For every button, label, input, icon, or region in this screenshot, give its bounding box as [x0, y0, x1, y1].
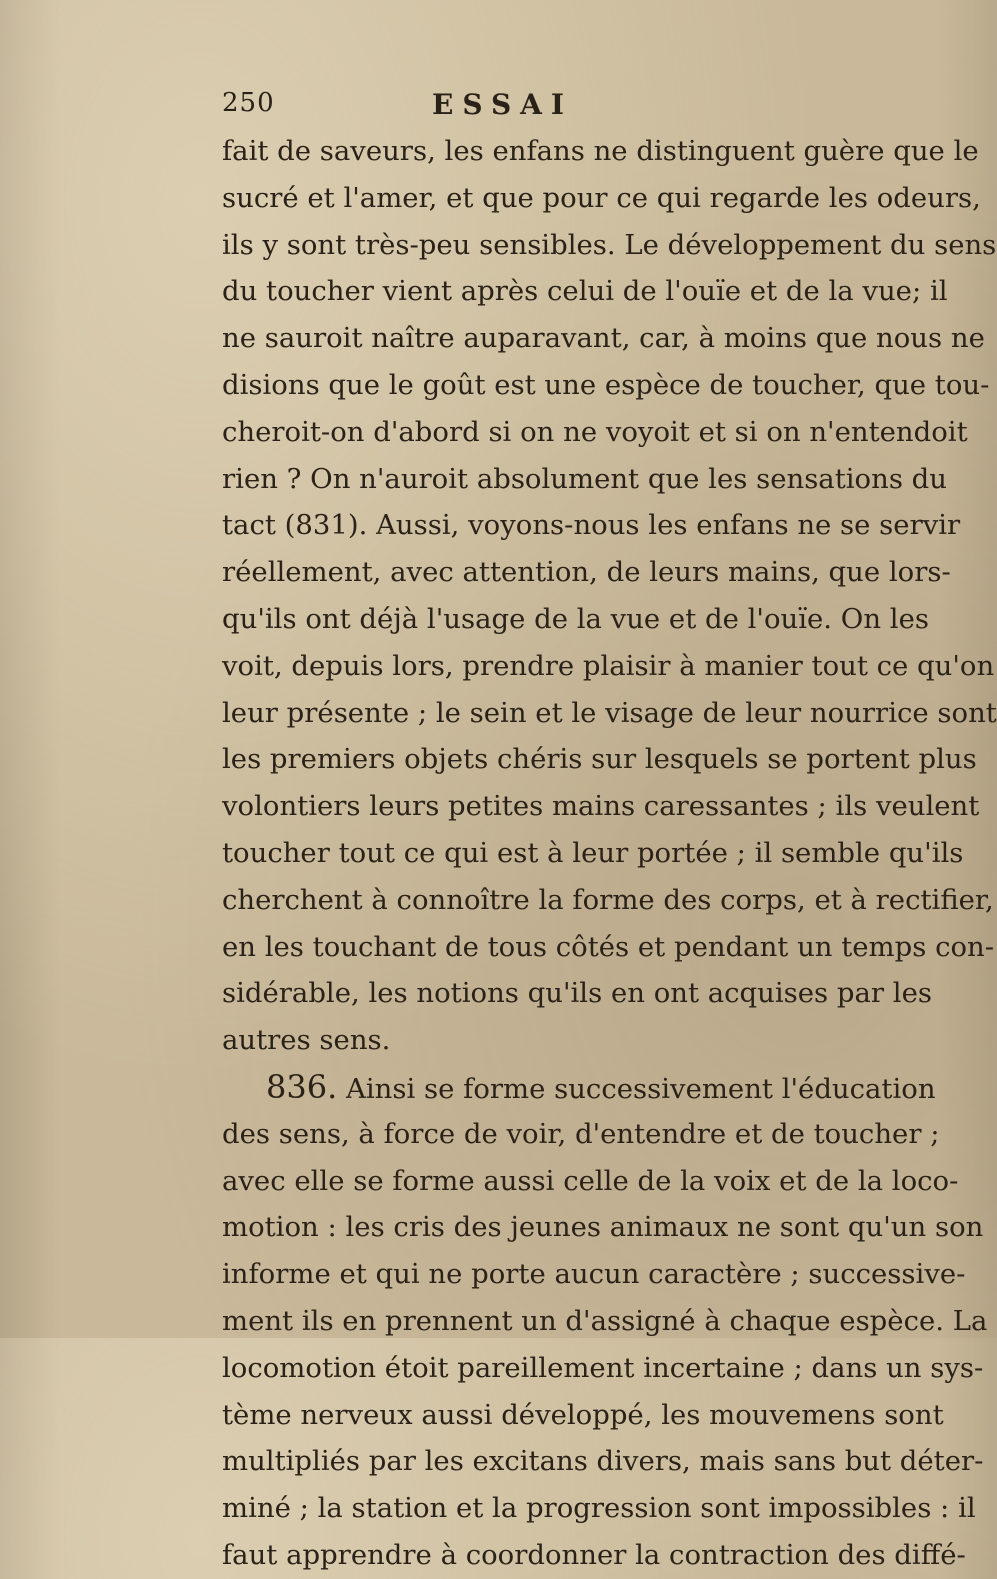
text-line: disions que le goût est une espèce de toucher, que tou-	[222, 368, 990, 401]
text-line: miné ; la station et la progression sont impossibles : il	[222, 1492, 976, 1525]
running-title: ESSAI	[432, 88, 573, 121]
text-line: motion : les cris des jeunes animaux ne sont qu'un son	[222, 1211, 984, 1244]
text-line: locomotion étoit pareillement incertaine ; dans un sys-	[222, 1351, 984, 1384]
paragraph-number: 836.	[266, 1067, 338, 1106]
page-number: 250	[222, 88, 275, 118]
paragraph-836-first-line	[222, 1064, 936, 1111]
text-line: réellement, avec attention, de leurs mains, que lors-	[222, 556, 951, 589]
text-line: volontiers leurs petites mains caressantes ; ils veulent	[222, 790, 980, 823]
text-line: leur présente ; le sein et le visage de leur nourrice sont	[222, 696, 997, 729]
text-line: des sens, à force de voir, d'entendre et de toucher ;	[222, 1117, 940, 1150]
text-line: ment ils en prennent un d'assigné à chaque espèce. La	[222, 1304, 988, 1337]
text-line: tème nerveux aussi développé, les mouvemens sont	[222, 1398, 944, 1431]
text-line: multipliés par les excitans divers, mais sans but déter-	[222, 1445, 984, 1478]
text-line: avec elle se forme aussi celle de la voix et de la loco-	[222, 1164, 959, 1197]
text-line: cheroit-on d'abord si on ne voyoit et si on n'entendoit	[222, 415, 968, 448]
text-line: les premiers objets chéris sur lesquels se portent plus	[222, 743, 977, 776]
text-line: faut apprendre à coordonner la contraction des diffé-	[222, 1538, 966, 1571]
text-line: sidérable, les notions qu'ils en ont acquises par les	[222, 977, 932, 1010]
running-head	[222, 88, 742, 124]
text-line: rien ? On n'auroit absolument que les sensations du	[222, 462, 947, 495]
text-line: sucré et l'amer, et que pour ce qui regarde les odeurs,	[222, 181, 981, 214]
text-line: ils y sont très-peu sensibles. Le développement du sens	[222, 228, 997, 261]
text-line: ne sauroit naître auparavant, car, à moins que nous ne	[222, 322, 985, 355]
text-line: cherchent à connoître la forme des corps, et à rectifier,	[222, 883, 994, 916]
text-line: en les touchant de tous côtés et pendant un temps con-	[222, 930, 995, 963]
text-line: du toucher vient après celui de l'ouïe et de la vue; il	[222, 275, 948, 308]
text-line: informe et qui ne porte aucun caractère ; successive-	[222, 1258, 966, 1291]
text-line: qu'ils ont déjà l'usage de la vue et de l'ouïe. On les	[222, 602, 929, 635]
text-line: autres sens.	[222, 1024, 391, 1057]
text-line: tact (831). Aussi, voyons-nous les enfans ne se servir	[222, 509, 961, 542]
text-line: fait de saveurs, les enfans ne distinguent guère que le	[222, 135, 979, 167]
body-text	[222, 128, 997, 1579]
text-line: toucher tout ce qui est à leur portée ; il semble qu'ils	[222, 836, 964, 869]
text-span: Ainsi se forme successivement l'éducation	[337, 1072, 936, 1105]
text-line: voit, depuis lors, prendre plaisir à manier tout ce qu'on	[222, 649, 995, 682]
